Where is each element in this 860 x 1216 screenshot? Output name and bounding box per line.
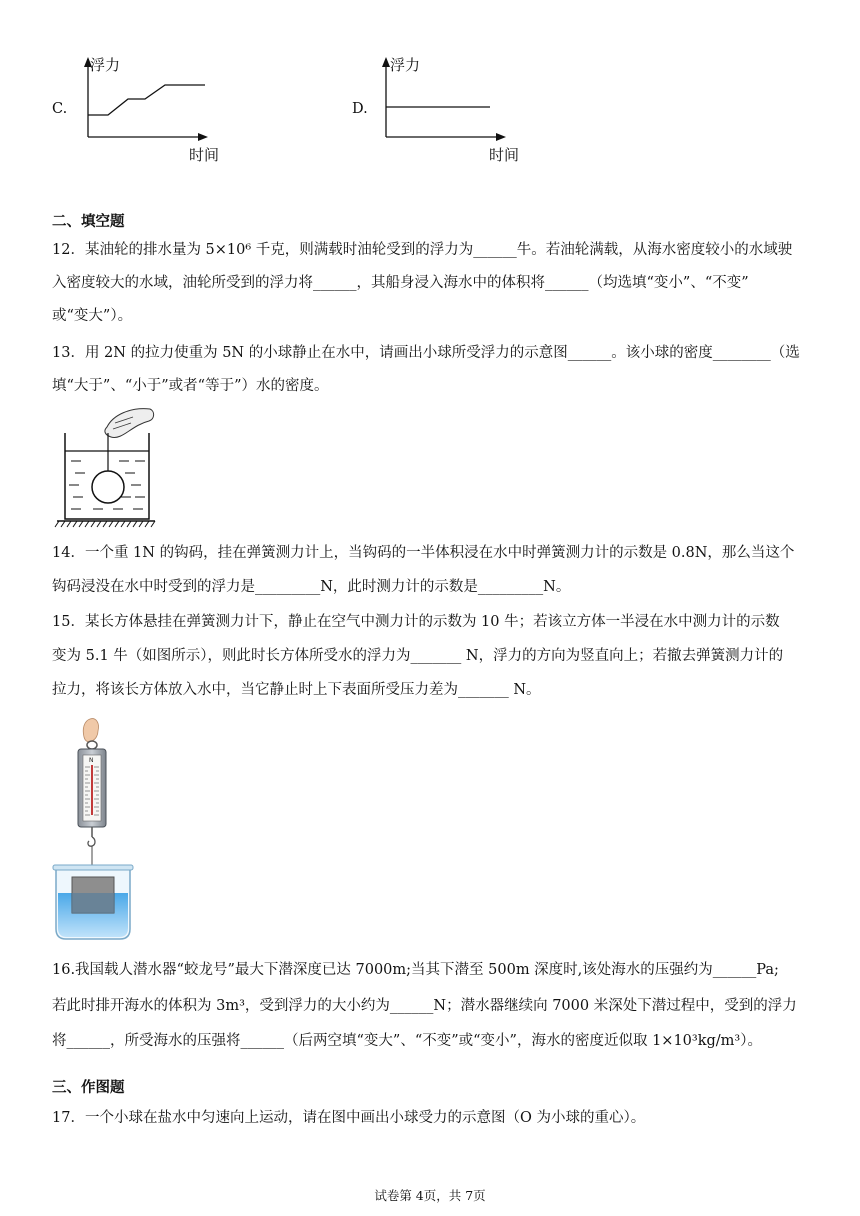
q13-figure bbox=[55, 405, 165, 530]
ball bbox=[92, 471, 124, 503]
q16-line-3: 将______，所受海水的压强将______（后两空填“变大”、“不变”或“变小”，海水的密度近似取 1×10³kg/m³）。 bbox=[52, 1033, 762, 1049]
q14-line-2: 钩码浸没在水中时受到的浮力是_________N，此时测力计的示数是_________N。 bbox=[52, 579, 571, 595]
q13-line-2: 填“大于”、“小于”或者“等于”）水的密度。 bbox=[52, 378, 329, 394]
graph-d-y-label: 浮力 bbox=[390, 56, 421, 74]
graph-d-x-label: 时间 bbox=[489, 146, 520, 164]
q16-line-2: 若此时排开海水的体积为 3m³，受到浮力的大小约为______N；潜水器继续向 7000 米深处下潜过程中，受到的浮力 bbox=[52, 998, 797, 1014]
option-d-label: D. bbox=[352, 101, 368, 117]
option-c-label: C. bbox=[52, 101, 68, 117]
graph-c-x-arrow bbox=[198, 133, 208, 141]
q13-line-1: 13．用 2N 的拉力使重为 5N 的小球静止在水中，请画出小球所受浮力的示意图______。该小球的密度________（选 bbox=[52, 345, 800, 361]
q17-line-1: 17．一个小球在盐水中匀速向上运动，请在图中画出小球受力的示意图（O 为小球的重心）。 bbox=[52, 1110, 646, 1126]
graph-d-x-arrow bbox=[496, 133, 506, 141]
q14-line-1: 14．一个重 1N 的钩码，挂在弹簧测力计上，当钩码的一半体积浸在水中时弹簧测力计的示数是 0.8N，那么当这个 bbox=[52, 545, 795, 561]
q12-line-2: 入密度较大的水域，油轮所受到的浮力将______，其船身浸入海水中的体积将______（均选填“变小”、“不变” bbox=[52, 275, 749, 291]
scale-unit-label: N bbox=[89, 757, 94, 764]
q12-line-3: 或“变大”）。 bbox=[52, 308, 133, 324]
page-footer: 试卷第 4页，共 7页 bbox=[374, 1188, 486, 1203]
q15-line-3: 拉力，将该长方体放入水中，当它静止时上下表面所受压力差为_______ N。 bbox=[52, 682, 541, 698]
q15-figure bbox=[52, 715, 142, 945]
q15-line-1: 15．某长方体悬挂在弹簧测力计下，静止在空气中测力计的示数为 10 牛；若该立方体一半浸在水中测力计的示数 bbox=[52, 614, 780, 630]
hand-shape bbox=[105, 409, 154, 438]
graph-c-x-label: 时间 bbox=[189, 146, 220, 164]
q15-line-2: 变为 5.1 牛（如图所示），则此时长方体所受水的浮力为_______ N，浮力的方向为竖直向上；若撤去弹簧测力计的 bbox=[52, 648, 784, 664]
hand-shape bbox=[83, 719, 98, 742]
q16-line-1: 16.我国载人潜水器“蛟龙号”最大下潜深度已达 7000m;当其下潜至 500m 深度时,该处海水的压强约为______Pa; bbox=[52, 962, 779, 978]
q12-line-1: 12．某油轮的排水量为 5×10⁶ 千克，则满载时油轮受到的浮力为______牛。若油轮满载，从海水密度较小的水域驶 bbox=[52, 242, 793, 258]
section-2-heading: 二、填空题 bbox=[52, 213, 125, 230]
graph-d-y-arrow bbox=[382, 57, 390, 67]
section-3-heading: 三、作图题 bbox=[52, 1079, 125, 1096]
graph-c-y-label: 浮力 bbox=[90, 56, 121, 74]
graph-c-curve bbox=[88, 85, 205, 115]
